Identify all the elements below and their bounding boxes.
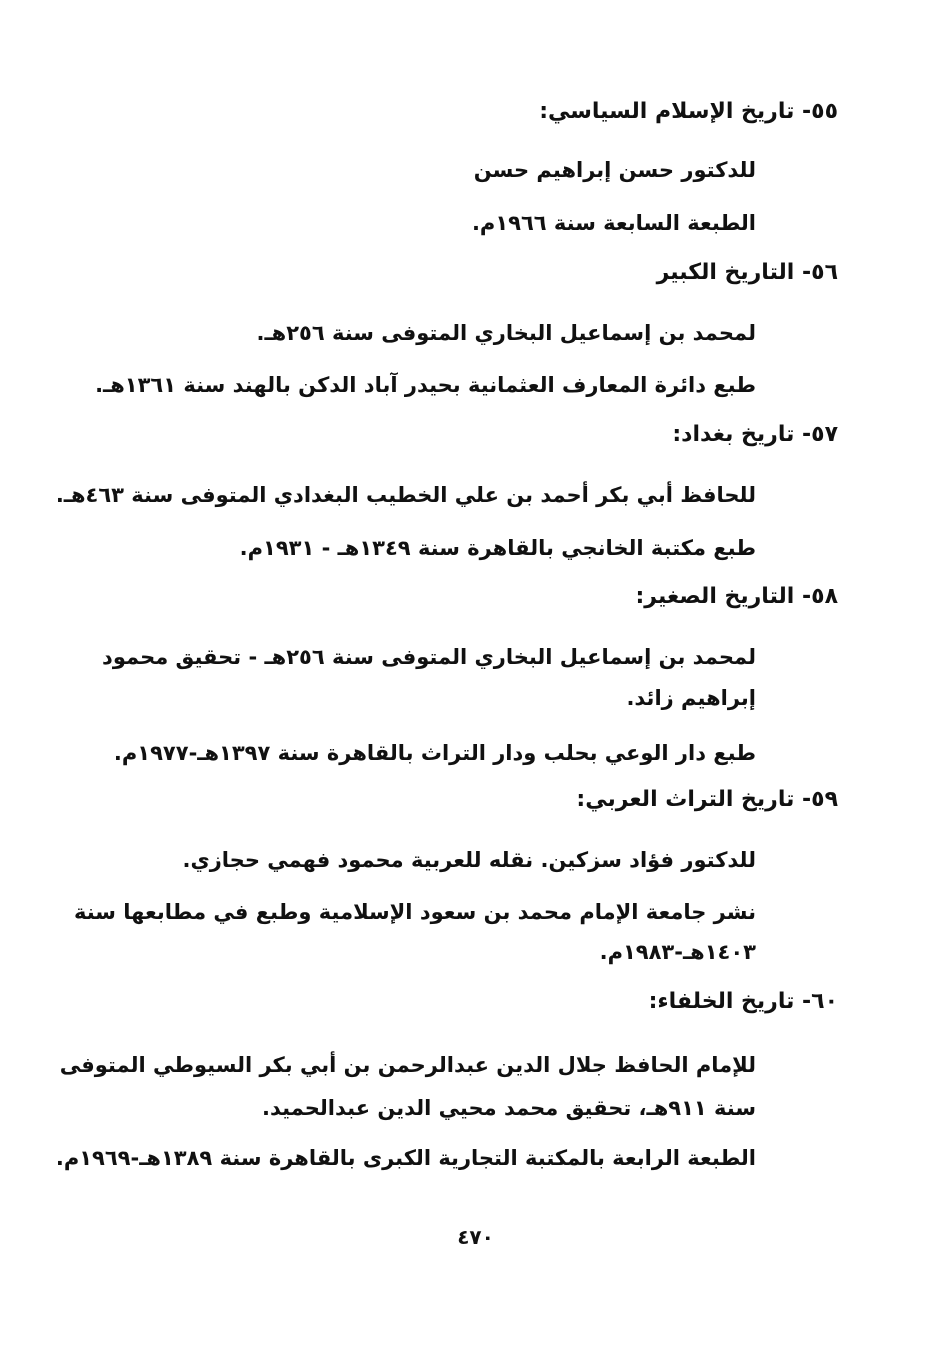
- entry-55-author: للدكتور حسن إبراهيم حسن: [473, 158, 756, 182]
- entry-57-publisher: طبع مكتبة الخانجي بالقاهرة سنة ١٣٤٩هـ - ١٩٣١م.: [239, 536, 756, 560]
- entry-59-author: للدكتور فؤاد سزكين. نقله للعربية محمود فهمي حجازي.: [182, 848, 756, 872]
- entry-57-heading: ٥٧- تاريخ بغداد:: [672, 422, 838, 447]
- entry-60-heading: ٦٠- تاريخ الخلفاء:: [648, 989, 838, 1014]
- entry-57-author: للحافظ أبي بكر أحمد بن علي الخطيب البغدادي المتوفى سنة ٤٦٣هـ.: [55, 483, 756, 507]
- entry-56-publisher: طبع دائرة المعارف العثمانية بحيدر آباد الدكن بالهند سنة ١٣٦١هـ.: [95, 373, 756, 397]
- entry-58-heading: ٥٨- التاريخ الصغير:: [635, 584, 838, 609]
- entry-55-edition: الطبعة السابعة سنة ١٩٦٦م.: [471, 211, 756, 235]
- entry-55-heading: ٥٥- تاريخ الإسلام السياسي:: [539, 99, 838, 124]
- entry-58-author-line-1: لمحمد بن إسماعيل البخاري المتوفى سنة ٢٥٦هـ - تحقيق محمود: [102, 645, 756, 669]
- entry-59-publisher-line-1: نشر جامعة الإمام محمد بن سعود الإسلامية وطبع في مطابعها سنة: [73, 900, 756, 924]
- entry-59-heading: ٥٩- تاريخ التراث العربي:: [576, 787, 838, 812]
- entry-58-author-line-2: إبراهيم زائد.: [626, 686, 756, 710]
- entry-60-edition: الطبعة الرابعة بالمكتبة التجارية الكبرى بالقاهرة سنة ١٣٨٩هـ-١٩٦٩م.: [55, 1146, 756, 1170]
- entry-60-author-line-1: للإمام الحافظ جلال الدين عبدالرحمن بن أبي بكر السيوطي المتوفى: [59, 1053, 756, 1077]
- entry-58-publisher: طبع دار الوعي بحلب ودار التراث بالقاهرة سنة ١٣٩٧هـ-١٩٧٧م.: [113, 741, 756, 765]
- entry-59-publisher-line-2: ١٤٠٣هـ-١٩٨٣م.: [599, 940, 756, 964]
- entry-60-author-line-2: سنة ٩١١هـ، تحقيق محمد محيي الدين عبدالحميد.: [262, 1096, 756, 1120]
- entry-56-author: لمحمد بن إسماعيل البخاري المتوفى سنة ٢٥٦هـ.: [256, 321, 756, 345]
- entry-56-heading: ٥٦- التاريخ الكبير: [656, 260, 838, 285]
- page-number: ٤٧٠: [457, 1225, 494, 1249]
